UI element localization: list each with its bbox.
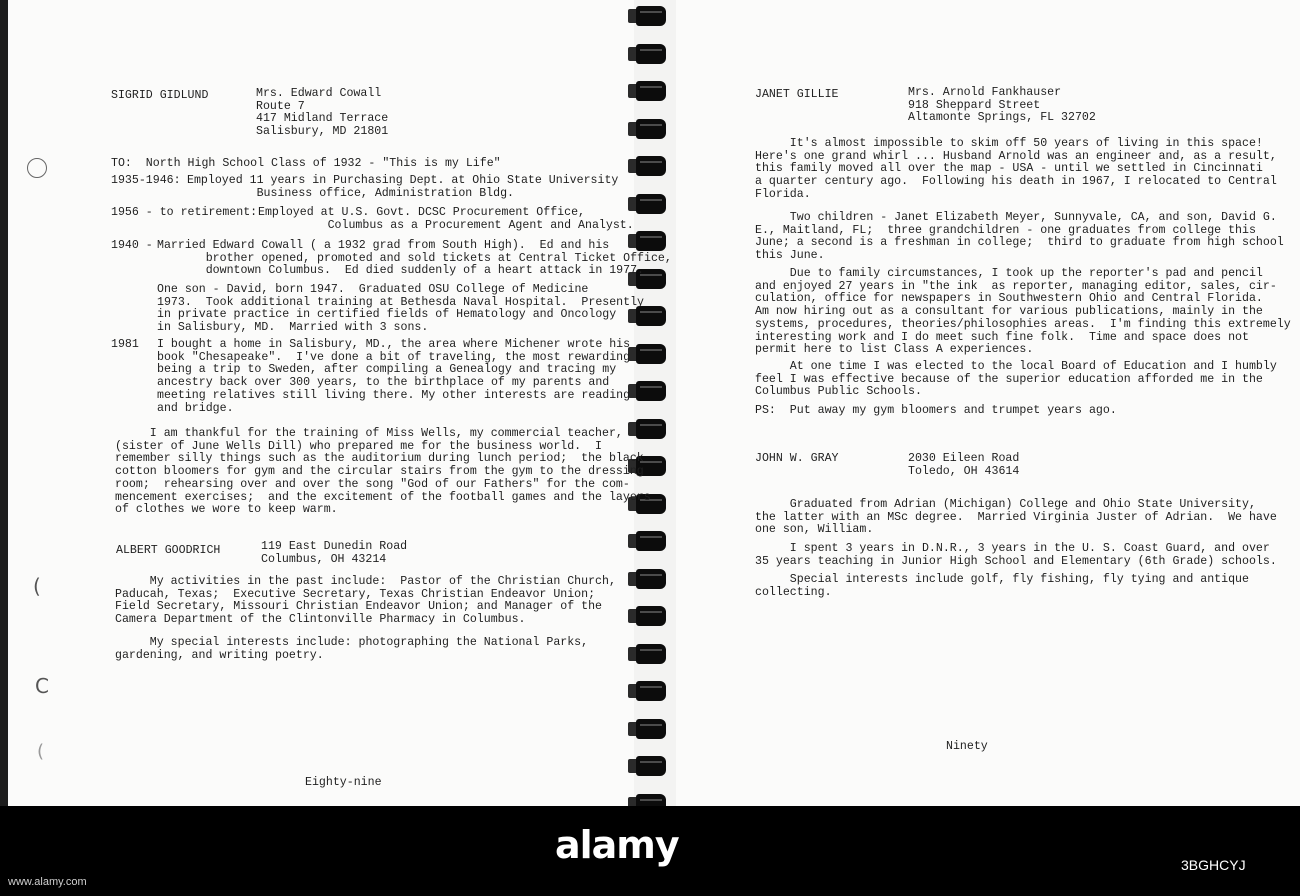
- binding-coil: [620, 81, 680, 101]
- alamy-logo: alamy: [555, 823, 679, 867]
- image-id: 3BGHCYJ: [1181, 857, 1246, 873]
- address-sigrid: Mrs. Edward Cowall Route 7 417 Midland Terrace Salisbury, MD 21801: [256, 87, 389, 139]
- entry-son-text: One son - David, born 1947. Graduated OSU College of Medicine 1973. Took additional training at Bethesda Naval Hospital. Presently in private practice in certified fields of Hematology and Oncology in Salisbury, MD. Married with 3 sons.: [157, 283, 645, 335]
- janet-ps: PS: Put away my gym bloomers and trumpet years ago.: [755, 404, 1117, 417]
- entry-1956-text: Employed at U.S. Govt. DCSC Procurement Office, Columbus as a Procurement Agent and Analyst.: [258, 206, 634, 232]
- binding-coil: [620, 156, 680, 176]
- binding-coil: [620, 756, 680, 776]
- alamy-url: www.alamy.com: [8, 876, 87, 888]
- to-line: TO: North High School Class of 1932 - "This is my Life": [111, 157, 501, 170]
- janet-paragraph-4: At one time I was elected to the local Board of Education and I humbly feel I was effective because of the superior education afforded me in the Columbus Public Schools.: [755, 360, 1277, 399]
- entry-1940-text: Married Edward Cowall ( a 1932 grad from South High). Ed and his brother opened, promoted and sold tickets at Central Ticket Office, downtown Columbus. Ed died suddenly of a heart attack in 1977.: [157, 239, 672, 278]
- binding-coil: [620, 681, 680, 701]
- margin-mark: C: [35, 674, 49, 698]
- albert-paragraph-2: My special interests include: photographing the National Parks, gardening, and writing poetry.: [115, 636, 589, 662]
- john-paragraph-1: Graduated from Adrian (Michigan) College and Ohio State University, the latter with an MSc degree. Married Virginia Juster of Adrian. We have one son, William.: [755, 498, 1277, 537]
- entry-name-janet: JANET GILLIE: [755, 88, 839, 101]
- janet-paragraph-3: Due to family circumstances, I took up the reporter's pad and pencil and enjoyed 27 years in "the ink as reporter, managing editor, sales, cir- culation, office for newspapers in Southwestern Ohio and Central Florida. Am now hiring out as a consultant for various publications, mainly in the systems, procedures, theories/philosophies areas. I'm finding this extremely interesting work and I do meet such fine folk. Time and space does not permit here to list Class A experiences.: [755, 267, 1291, 357]
- entry-1940-label: 1940 -: [111, 239, 153, 252]
- address-janet: Mrs. Arnold Fankhauser 918 Sheppard Street Altamonte Springs, FL 32702: [908, 86, 1096, 125]
- entry-1935-text: Employed 11 years in Purchasing Dept. at Ohio State University Business office, Administration Bldg.: [187, 174, 619, 200]
- binding-coil: [620, 119, 680, 139]
- margin-mark: (: [37, 741, 45, 762]
- thanks-paragraph: I am thankful for the training of Miss Wells, my commercial teacher, (sister of June Wells Dill) who prepared me for the business world. I remember silly things such as the auditorium during lunch period; the black cotton bloomers for gym and the circular stairs from the gym to the dressing room; rehearsing over and over the song "God of our Fathers" for the com- mencement exercises; and the excitement of the football games and the layers of clothes we wore to keep warm.: [115, 427, 651, 517]
- entry-1981-label: 1981: [111, 338, 139, 351]
- binding-coil: [620, 606, 680, 626]
- entry-1935-label: 1935-1946:: [111, 174, 181, 187]
- john-paragraph-2: I spent 3 years in D.N.R., 3 years in the U. S. Coast Guard, and over 35 years teaching in Junior High School and Elementary (6th Grade) schools.: [755, 542, 1277, 568]
- entry-1981-text: I bought a home in Salisbury, MD., the area where Michener wrote his book "Chesapeake". I've done a bit of traveling, the most rewarding being a trip to Sweden, after compiling a Genealogy and tracing my ancestry back over 300 years, to the birthplace of my parents and meeting relatives still living there. My other interests are reading and bridge.: [157, 338, 631, 415]
- binding-coil: [620, 644, 680, 664]
- entry-name-sigrid: SIGRID GIDLUND: [111, 89, 209, 102]
- janet-paragraph-1: It's almost impossible to skim off 50 years of living in this space! Here's one grand whirl ... Husband Arnold was an engineer and, as a result, this family moved all over the map - USA - until we settled in Cincinnati a quarter century ago. Following his death in 1967, I relocated to Central Florida.: [755, 137, 1277, 201]
- page-number-right: Ninety: [946, 740, 988, 753]
- entry-name-albert: ALBERT GOODRICH: [116, 544, 221, 557]
- entry-1956-label: 1956 - to retirement:: [111, 206, 258, 219]
- binding-coil: [620, 531, 680, 551]
- margin-mark: (: [33, 574, 41, 598]
- entry-name-john: JOHN W. GRAY: [755, 452, 839, 465]
- john-paragraph-3: Special interests include golf, fly fishing, fly tying and antique collecting.: [755, 573, 1249, 599]
- binding-coil: [620, 44, 680, 64]
- address-john: 2030 Eileen Road Toledo, OH 43614: [908, 452, 1020, 478]
- hole-punch-mark: [27, 158, 47, 178]
- binding-coil: [620, 719, 680, 739]
- binding-coil: [620, 569, 680, 589]
- page-number-left: Eighty-nine: [305, 776, 382, 789]
- janet-paragraph-2: Two children - Janet Elizabeth Meyer, Sunnyvale, CA, and son, David G. E., Maitland, FL; three grandchildren - one graduates from college this June; a second is a freshman in college; third to graduate from high school this June.: [755, 211, 1284, 263]
- albert-paragraph-1: My activities in the past include: Pastor of the Christian Church, Paducah, Texas; Executive Secretary, Texas Christian Endeavor Union; Field Secretary, Missouri Christian Endeavor Union; and Manager of the Camera Department of the Clintonville Pharmacy in Columbus.: [115, 575, 616, 627]
- binding-coil: [620, 6, 680, 26]
- address-albert: 119 East Dunedin Road Columbus, OH 43214: [261, 540, 408, 566]
